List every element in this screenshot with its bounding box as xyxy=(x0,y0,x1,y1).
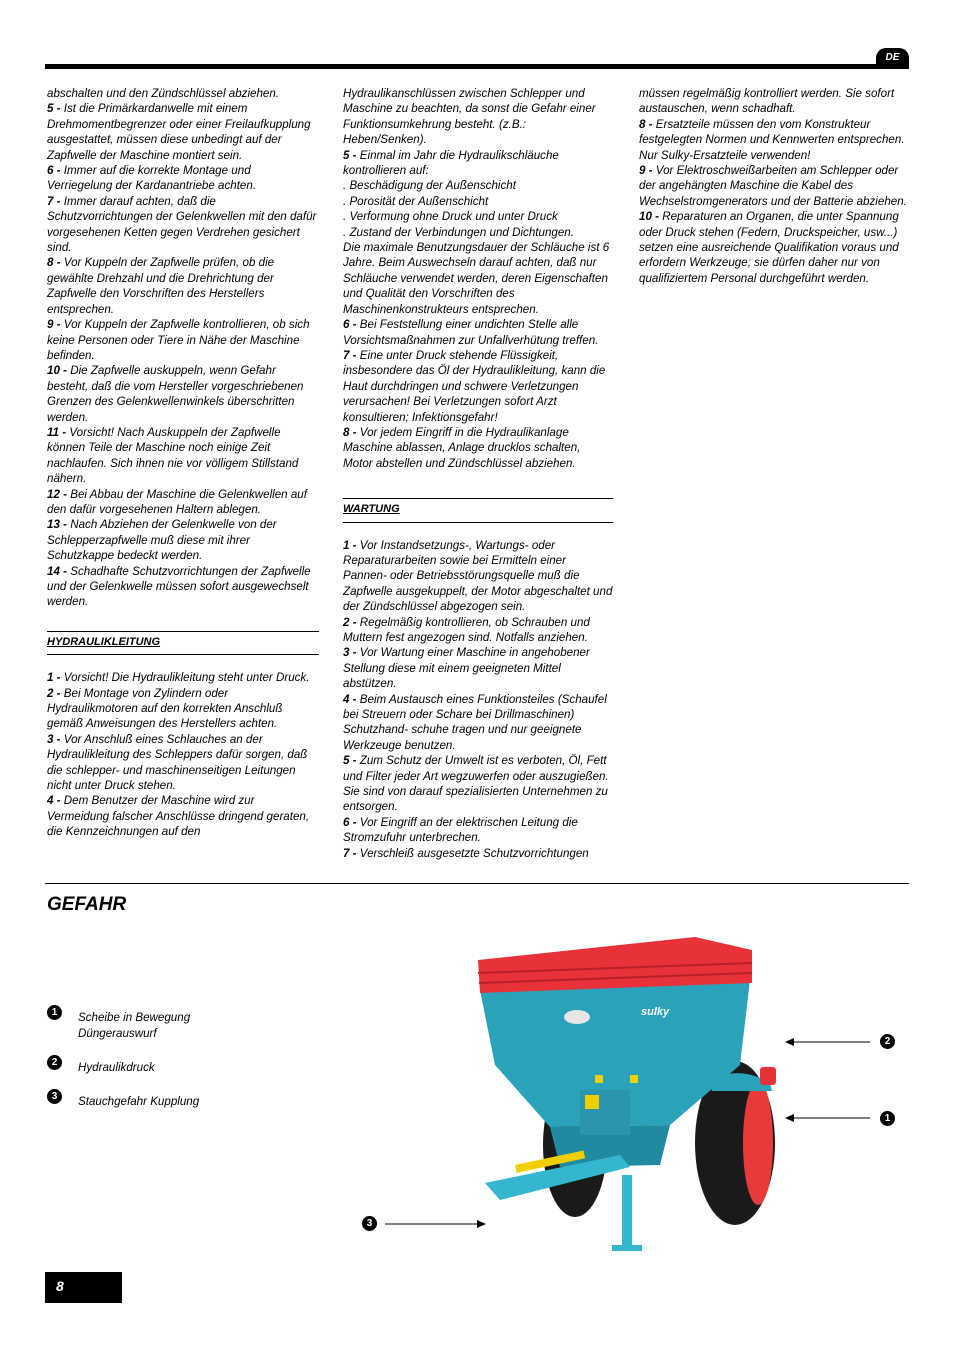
list-item xyxy=(343,692,613,754)
item-text: . Verformung ohne Druck und unter Druck xyxy=(343,210,558,224)
list-item xyxy=(47,793,319,839)
legend-number-1: 1 xyxy=(47,1005,62,1020)
item-text: Vorsicht! Die Hydraulikleitung steht unter Druck. xyxy=(63,671,310,685)
list-item xyxy=(47,732,319,794)
item-text: . Zustand der Verbindungen und Dichtungen. xyxy=(343,225,574,239)
hydraulik-list xyxy=(47,670,319,839)
list-item xyxy=(639,86,911,117)
list-item xyxy=(343,645,613,691)
list-item xyxy=(343,348,613,425)
item-text: Hydraulikanschlüssen zwischen Schlepper und Maschine zu beachten, da sonst die Gefahr einer Funktionsumkehrung besteht. (z.B.: Heben/Senken). xyxy=(343,87,596,147)
item-number: 8 - xyxy=(639,117,653,131)
list-item xyxy=(47,564,319,610)
legend-text: Hydraulikdruck xyxy=(78,1061,155,1074)
list-item xyxy=(47,517,319,563)
item-number: 6 - xyxy=(343,318,357,332)
list-item xyxy=(343,538,613,615)
item-text: Vor Elektroschweißarbeiten am Schlepper oder der angehängten Maschine die Kabel des Wechselstromgenerators und der Batterie abziehen. xyxy=(639,164,907,208)
list-item xyxy=(47,487,319,518)
item-text: Vor Eingriff an der elektrischen Leitung die Stromzufuhr unterbrechen. xyxy=(343,815,578,845)
item-text: Reparaturen an Organen, die unter Spannung oder Druck stehen (Federn, Druckspeicher, usw...) setzen eine ausreichende Qualifikation voraus und erfordern Werkzeuge; sie dürfen daher nur von qualifiziertem Personal durchgeführt werden. xyxy=(639,210,899,285)
item-text: Eine unter Druck stehende Flüssigkeit, insbesondere das Öl der Hydraulikleitung, kann die Haut durchdringen und schwere Verletzungen verursachen! Bei Verletzungen sofort Arzt konsultieren; Infektionsgefahr! xyxy=(343,348,606,424)
wheel-rim xyxy=(743,1081,773,1205)
list-item xyxy=(47,163,319,194)
item-text: Beim Austausch eines Funktionsteiles (Schaufel bei Streuern oder Schare bei Drillmaschinen) Schutzhand- schuhe tragen und nur geeignete Werkzeuge benutzen. xyxy=(343,692,607,752)
list-item xyxy=(47,317,319,363)
item-text: Immer darauf achten, daß die Schutzvorrichtungen der Gelenkwellen mit den dafür vorgesehenen Ketten gegen Verdrehen gesichert sind. xyxy=(47,194,317,255)
item-number: 5 - xyxy=(47,102,61,116)
gefahr-title: GEFAHR xyxy=(47,894,127,915)
item-text: Die Zapfwelle auskuppeln, wenn Gefahr besteht, daß die vom Hersteller vorgeschriebenen Grenzen des Gelenkwellenwinkels überschritten werden. xyxy=(47,364,304,424)
list-item xyxy=(343,86,613,148)
column-1 xyxy=(47,86,319,840)
section-heading-wartung: WARTUNG xyxy=(343,498,613,522)
item-text: Vor Anschluß eines Schlauches an der Hydraulikleitung des Schleppers dafür sorgen, daß die schlepper- und maschinenseitigen Leitungen nicht unter Druck stehen. xyxy=(47,732,308,793)
wartung-continued-list xyxy=(639,86,911,286)
legend-text: Stauchgefahr Kupplung xyxy=(78,1095,200,1108)
brand-logo: sulky xyxy=(641,1006,670,1018)
item-text: Regelmäßig kontrollieren, ob Schrauben und Muttern fest angezogen sind. Notfalls anziehen. xyxy=(343,615,590,644)
item-text: Bei Abbau der Maschine die Gelenkwellen auf den dafür vorgesehenen Haltern ablegen. xyxy=(47,487,307,516)
legend-text: Düngerauswurf xyxy=(78,1026,157,1040)
item-number: 13 - xyxy=(47,518,67,532)
list-item xyxy=(343,209,613,224)
item-text: Schadhafte Schutzvorrichtungen der Zapfwelle und der Gelenkwelle müssen sofort ausgewechselt werden. xyxy=(47,564,311,609)
section-divider xyxy=(45,883,909,884)
item-number: 4 - xyxy=(47,794,61,808)
pto-safety-list xyxy=(47,86,319,610)
item-number: 11 - xyxy=(47,425,67,439)
item-text: Vor Kuppeln der Zapfwelle prüfen, ob die gewählte Drehzahl und die Drehrichtung der Zapfwelle den Vorschriften des Herstellers entsprechen. xyxy=(47,256,275,316)
legend-number-2: 2 xyxy=(47,1055,62,1070)
item-text: Vor Instandsetzungs-, Wartungs- oder Reparaturarbeiten sowie bei Ermitteln einer Pannen- oder Betriebsstörungsquelle muß die Zapfwelle ausgekuppelt, der Motor abgeschaltet und der Zündschlüssel abgezogen sein. xyxy=(343,538,613,614)
item-text: . Beschädigung der Außenschicht xyxy=(343,179,516,193)
item-text: Bei Feststellung einer undichten Stelle alle Vorsichtsmaßnahmen zur Unfallverhütung treffen. xyxy=(343,318,599,347)
item-text: Ist die Primärkardanwelle mit einem Drehmomentbegrenzer oder einer Freilaufkupplung ausgestattet, müssen diese unbedingt auf der Zapfwelle der Maschine montiert sein. xyxy=(47,102,311,162)
item-number: 1 - xyxy=(47,671,61,685)
item-number: 8 - xyxy=(47,256,61,270)
item-number: 5 - xyxy=(343,148,357,162)
list-item xyxy=(343,615,613,646)
item-text: Vor Kuppeln der Zapfwelle kontrollieren, ob sich keine Personen oder Tiere in Nähe der Maschine befinden. xyxy=(47,318,310,362)
column-2 xyxy=(343,86,613,861)
item-text: Zum Schutz der Umwelt ist es verboten, Öl, Fett und Filter jeder Art wegzuwerfen oder auszugießen. Sie sind von darauf spezialisierten Unternehmen zu entsorgen. xyxy=(343,754,609,814)
list-item xyxy=(47,686,319,732)
list-item xyxy=(343,178,613,193)
item-number: 4 - xyxy=(343,692,357,706)
warning-sticker xyxy=(595,1075,603,1083)
item-text: Vorsicht! Nach Auskuppeln der Zapfwelle können Teile der Maschine noch einige Zeit nachlaufen. Sich ihnen nie vor völligem Stillstand nähern. xyxy=(47,425,299,486)
fertilizer-spreader-illustration xyxy=(380,915,900,1265)
item-text: Nach Abziehen der Gelenkwelle von der Schlepperzapfwelle muß diese mit ihrer Schutzkappe bedeckt werden. xyxy=(47,518,277,563)
list-item xyxy=(343,815,613,846)
callout-2: 2 xyxy=(880,1034,895,1049)
item-number: 6 - xyxy=(343,815,357,829)
warning-sticker xyxy=(585,1095,599,1109)
list-item xyxy=(343,240,613,317)
rear-light xyxy=(760,1067,776,1085)
item-number: 2 - xyxy=(47,686,61,700)
item-text: Vor Wartung einer Maschine in angehobener Stellung diese mit einem geeigneten Mittel abstützen. xyxy=(343,646,590,691)
item-number: 14 - xyxy=(47,564,67,578)
item-number: 7 - xyxy=(47,194,61,208)
item-number: 9 - xyxy=(639,164,653,178)
item-number: 9 - xyxy=(47,318,61,332)
item-number: 10 - xyxy=(639,210,659,224)
item-text: Einmal im Jahr die Hydraulikschläuche kontrollieren auf: xyxy=(343,148,559,178)
item-text: Dem Benutzer der Maschine wird zur Vermeidung falscher Anschlüsse dringend geraten, die Kennzeichnungen auf den xyxy=(47,794,310,839)
item-text: Ersatzteile müssen den vom Konstrukteur festgelegten Normen und Kennwerten entsprechen. Nur Sulky-Ersatzteile verwenden! xyxy=(639,117,905,162)
item-number: 3 - xyxy=(47,732,61,746)
hydraulik-continued-list xyxy=(343,86,613,471)
item-number: 12 - xyxy=(47,487,67,501)
list-item xyxy=(343,846,613,861)
list-item xyxy=(47,86,319,101)
item-text: müssen regelmäßig kontrolliert werden. Sie sofort austauschen, wenn schadhaft. xyxy=(639,87,895,116)
item-number: 1 - xyxy=(343,538,357,552)
page-number-box xyxy=(45,1272,122,1303)
warning-sticker xyxy=(630,1075,638,1083)
item-number: 7 - xyxy=(343,846,357,860)
legend-text: Scheibe in Bewegung xyxy=(78,1011,191,1024)
callout-1: 1 xyxy=(880,1111,895,1126)
list-item xyxy=(47,255,319,317)
callout-3: 3 xyxy=(362,1216,377,1231)
item-number: 6 - xyxy=(47,164,61,178)
list-item xyxy=(47,101,319,163)
list-item xyxy=(639,209,911,286)
item-number: 10 - xyxy=(47,364,67,378)
item-text: Immer auf die korrekte Montage und Verriegelung der Kardanantriebe achten. xyxy=(47,164,257,193)
language-badge: DE xyxy=(876,48,909,68)
legend-number-3: 3 xyxy=(47,1089,62,1104)
item-text: Die maximale Benutzungsdauer der Schläuche ist 6 Jahre. Beim Auswechseln darauf achten, daß nur Schläuche verwendet werden, deren Eigenschaften und Qualität den Vorschriften des Maschinenkonstrukteurs entsprechen. xyxy=(343,241,610,316)
list-item xyxy=(343,753,613,815)
item-number: 3 - xyxy=(343,646,357,660)
item-text: . Porosität der Außenschicht xyxy=(343,194,489,208)
item-text: abschalten und den Zündschlüssel abziehen. xyxy=(47,87,280,100)
list-item xyxy=(343,148,613,179)
list-item xyxy=(343,225,613,240)
jack-stand xyxy=(622,1175,632,1245)
list-item xyxy=(47,670,319,685)
list-item xyxy=(47,194,319,256)
item-text: Verschleiß ausgesetzte Schutzvorrichtungen xyxy=(359,846,589,860)
list-item xyxy=(343,317,613,348)
item-text: Vor jedem Eingriff in die Hydraulikanlage Maschine ablassen, Anlage drucklos schalten, Motor abstellen und Zündschlüssel abziehen. xyxy=(343,425,581,470)
list-item xyxy=(639,117,911,163)
item-number: 8 - xyxy=(343,425,357,439)
item-number: 5 - xyxy=(343,754,357,768)
wartung-list xyxy=(343,538,613,862)
list-item xyxy=(343,194,613,209)
item-number: 2 - xyxy=(343,615,357,629)
inspection-window xyxy=(564,1010,590,1024)
item-text: Bei Montage von Zylindern oder Hydraulikmotoren auf den korrekten Anschluß gemäß Anweisungen des Herstellers achten. xyxy=(47,686,283,731)
column-3 xyxy=(639,86,911,286)
list-item xyxy=(47,425,319,487)
page-number: 8 xyxy=(56,1278,64,1294)
item-number: 7 - xyxy=(343,348,357,362)
list-item xyxy=(639,163,911,209)
header-rule xyxy=(45,64,909,69)
list-item xyxy=(343,425,613,471)
section-heading-hydraulik: HYDRAULIKLEITUNG xyxy=(47,631,319,655)
list-item xyxy=(47,363,319,425)
